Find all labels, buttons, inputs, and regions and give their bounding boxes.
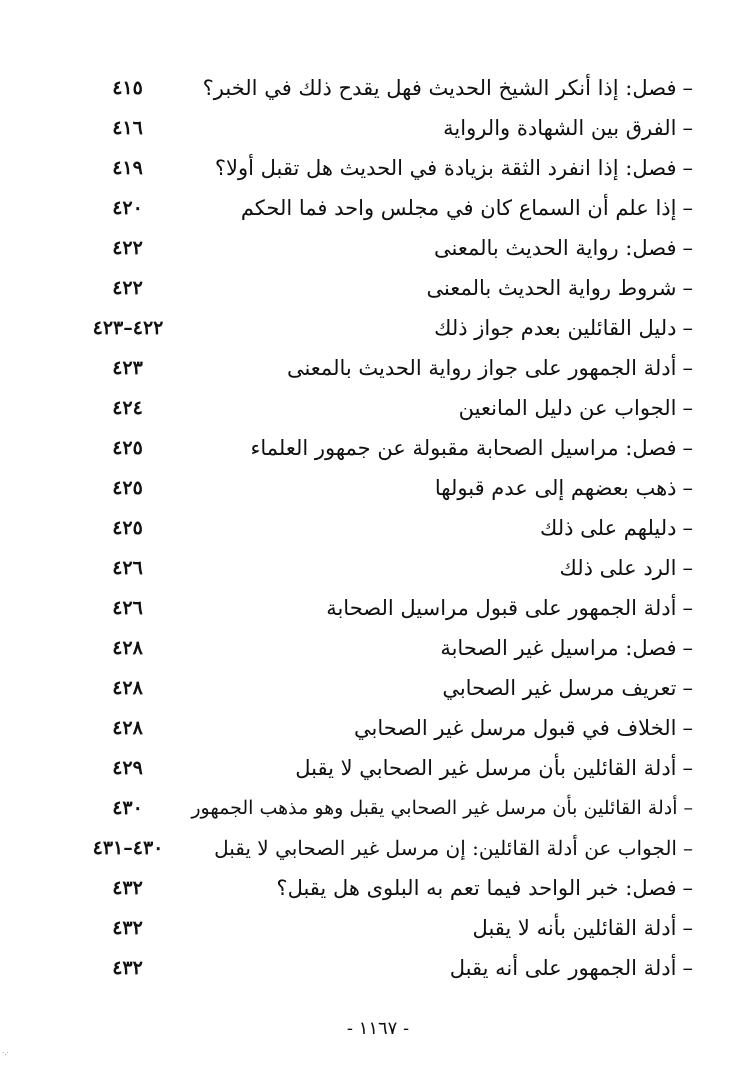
toc-row (90, 468, 705, 508)
toc-entry: –أدلة الجمهور على قبول مراسيل الصحابة (326, 596, 693, 620)
toc-entry-title: شروط رواية الحديث بالمعنى (426, 276, 677, 300)
toc-entry: –دليلهم على ذلك (540, 516, 693, 540)
toc-entry: –ذهب بعضهم إلى عدم قبولها (434, 476, 693, 500)
page-number: - ١١٦٧ - (346, 1018, 410, 1039)
toc-entry-title: فصل: مراسيل الصحابة مقبولة عن جمهور العلماء (250, 436, 677, 460)
toc-row (90, 68, 705, 108)
toc-entry: –أدلة القائلين بأن مرسل غير الصحابي يقبل وهو مذهب الجمهور (191, 797, 693, 819)
toc-entry-pages: ٤٢٢ (112, 237, 143, 259)
toc-entry-pages: ٤٢٠ (112, 197, 143, 219)
toc-entry-title: تعريف مرسل غير الصحابي (442, 676, 677, 700)
toc-entry: –أدلة القائلين بأنه لا يقبل (472, 916, 693, 940)
toc-entry-pages: ٤٣٠–٤٣١ (92, 837, 164, 859)
scan-speck: ·.· (2, 1049, 9, 1057)
toc-row (90, 788, 705, 828)
toc-entry: –تعريف مرسل غير الصحابي (442, 676, 693, 700)
toc-entry-pages: ٤٢٦ (112, 557, 143, 579)
toc-entry-pages: ٤١٦ (112, 117, 143, 139)
toc-entry-pages: ٤٢٥ (112, 517, 143, 539)
toc-row (90, 748, 705, 788)
toc-entry-pages: ٤٢٩ (112, 757, 143, 779)
toc-entry: –دليل القائلين بعدم جواز ذلك (434, 316, 693, 340)
toc-row (90, 268, 705, 308)
toc-row (90, 388, 705, 428)
toc-entry-title: أدلة الجمهور على جواز رواية الحديث بالمعنى (286, 356, 677, 380)
toc-entry: –فصل: إذا أنكر الشيخ الحديث فهل يقدح ذلك في الخبر؟ (202, 76, 693, 100)
toc-entry-pages: ٤٢٢ (112, 277, 143, 299)
toc-row (90, 708, 705, 748)
toc-entry: –الجواب عن أدلة القائلين: إن مرسل غير الصحابي لا يقبل (214, 836, 693, 860)
toc-row (90, 228, 705, 268)
toc-row (90, 188, 705, 228)
toc-entry-pages: ٤٢٢–٤٢٣ (92, 317, 164, 339)
toc-entry-title: فصل: خبر الواحد فيما تعم به البلوى هل يقبل؟ (276, 876, 677, 900)
toc-entry-pages: ٤١٩ (112, 157, 143, 179)
toc-entry-title: الفرق بين الشهادة والرواية (443, 116, 677, 140)
toc-entry: –أدلة الجمهور على أنه يقبل (449, 956, 693, 980)
toc-entry: –فصل: خبر الواحد فيما تعم به البلوى هل يقبل؟ (276, 876, 693, 900)
toc-entry-title: فصل: رواية الحديث بالمعنى (433, 236, 677, 260)
table-of-contents (90, 68, 705, 988)
toc-entry-title: فصل: إذا أنكر الشيخ الحديث فهل يقدح ذلك في الخبر؟ (202, 76, 677, 100)
toc-entry: –الجواب عن دليل المانعين (458, 396, 693, 420)
toc-entry-pages: ٤١٥ (112, 77, 143, 99)
toc-entry-pages: ٤٢٤ (112, 397, 143, 419)
toc-entry-title: أدلة الجمهور على أنه يقبل (449, 956, 677, 980)
toc-entry-pages: ٤٢٥ (112, 437, 143, 459)
toc-row (90, 908, 705, 948)
toc-row (90, 348, 705, 388)
toc-entry-pages: ٤٢٨ (112, 677, 143, 699)
toc-entry-pages: ٤٣٢ (112, 877, 143, 899)
toc-entry-title: فصل: إذا انفرد الثقة بزيادة في الحديث هل تقبل أولا؟ (214, 156, 677, 180)
toc-row (90, 588, 705, 628)
toc-entry-title: دليل القائلين بعدم جواز ذلك (434, 316, 677, 340)
toc-entry-pages: ٤٣٠ (112, 797, 143, 819)
toc-entry-pages: ٤٣٢ (112, 957, 143, 979)
toc-entry: –فصل: مراسيل الصحابة مقبولة عن جمهور العلماء (250, 436, 693, 460)
toc-entry: –الخلاف في قبول مرسل غير الصحابي (354, 716, 693, 740)
toc-row (90, 868, 705, 908)
toc-entry-title: دليلهم على ذلك (540, 516, 677, 540)
toc-entry: –فصل: إذا انفرد الثقة بزيادة في الحديث هل تقبل أولا؟ (214, 156, 693, 180)
toc-row (90, 308, 705, 348)
toc-entry-pages: ٤٣٢ (112, 917, 143, 939)
toc-entry: –فصل: مراسيل غير الصحابة (440, 636, 693, 660)
toc-row (90, 668, 705, 708)
toc-entry-pages: ٤٢٨ (112, 637, 143, 659)
toc-entry-title: الجواب عن أدلة القائلين: إن مرسل غير الصحابي لا يقبل (214, 836, 677, 860)
toc-entry-title: الخلاف في قبول مرسل غير الصحابي (354, 716, 677, 740)
toc-row (90, 948, 705, 988)
toc-entry-pages: ٤٢٦ (112, 597, 143, 619)
toc-entry: –إذا علم أن السماع كان في مجلس واحد فما الحكم (240, 196, 693, 220)
toc-entry-title: الرد على ذلك (559, 556, 677, 580)
toc-entry: –أدلة القائلين بأن مرسل غير الصحابي لا يقبل (295, 756, 693, 780)
toc-row (90, 148, 705, 188)
toc-entry-title: فصل: مراسيل غير الصحابة (440, 636, 677, 660)
toc-row (90, 628, 705, 668)
toc-row (90, 508, 705, 548)
toc-entry: –أدلة الجمهور على جواز رواية الحديث بالمعنى (286, 356, 693, 380)
toc-entry-title: ذهب بعضهم إلى عدم قبولها (434, 476, 677, 500)
toc-entry-title: أدلة القائلين بأن مرسل غير الصحابي يقبل وهو مذهب الجمهور (191, 797, 678, 819)
toc-entry: –الرد على ذلك (559, 556, 693, 580)
toc-entry: –الفرق بين الشهادة والرواية (443, 116, 693, 140)
toc-entry-pages: ٤٢٨ (112, 717, 143, 739)
toc-entry-title: الجواب عن دليل المانعين (458, 396, 677, 420)
toc-entry-title: أدلة الجمهور على قبول مراسيل الصحابة (326, 596, 677, 620)
toc-row (90, 828, 705, 868)
toc-row (90, 548, 705, 588)
toc-row (90, 108, 705, 148)
toc-entry-pages: ٤٢٣ (112, 357, 143, 379)
toc-entry: –فصل: رواية الحديث بالمعنى (433, 236, 693, 260)
toc-entry: –شروط رواية الحديث بالمعنى (426, 276, 693, 300)
toc-entry-pages: ٤٢٥ (112, 477, 143, 499)
toc-entry-title: أدلة القائلين بأنه لا يقبل (472, 916, 677, 940)
toc-row (90, 428, 705, 468)
toc-entry-title: إذا علم أن السماع كان في مجلس واحد فما الحكم (240, 196, 677, 220)
toc-entry-title: أدلة القائلين بأن مرسل غير الصحابي لا يقبل (295, 756, 677, 780)
